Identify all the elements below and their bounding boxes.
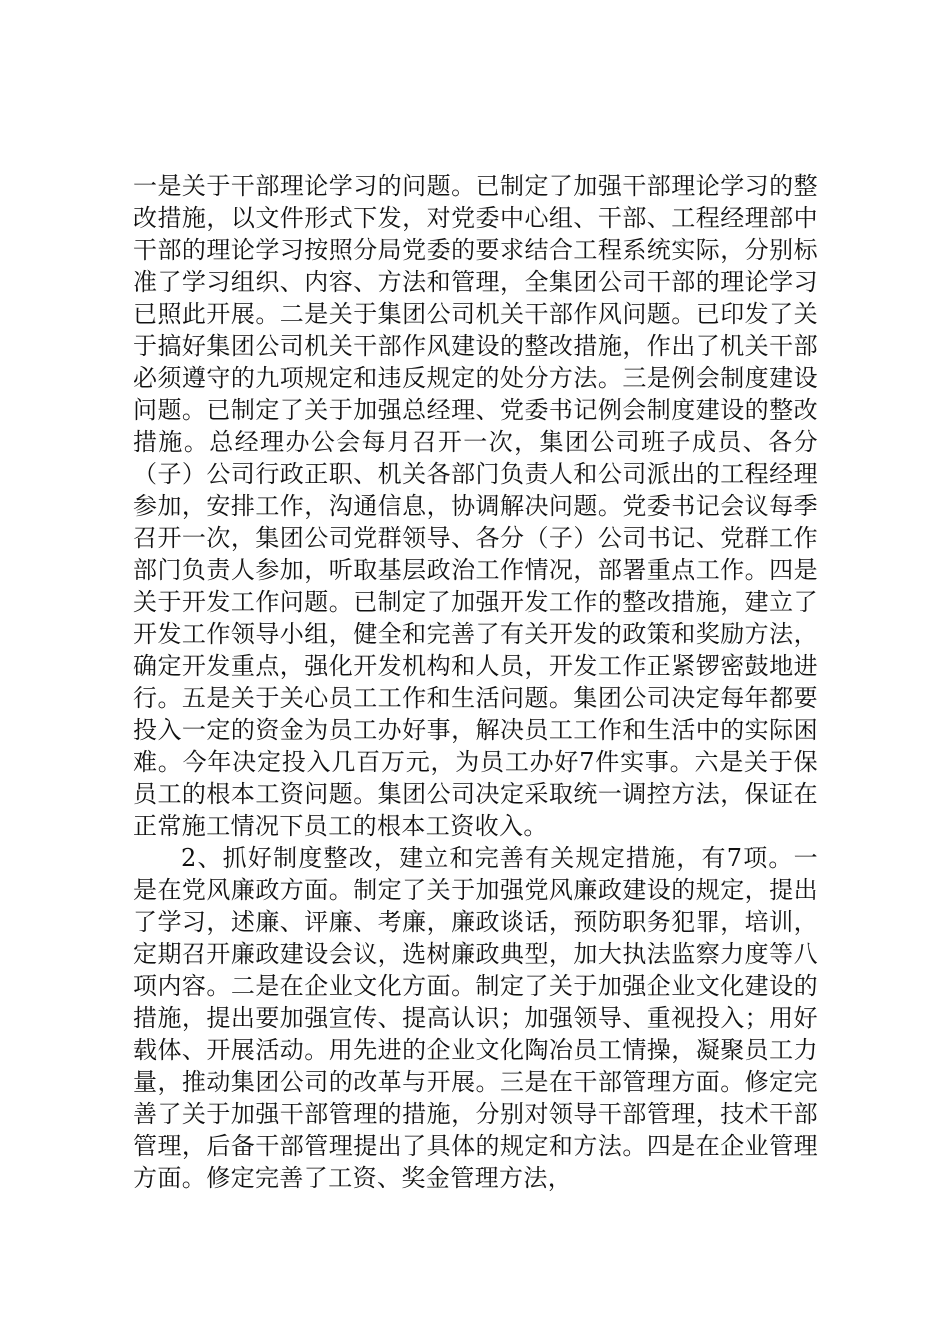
document-page <box>133 170 818 1194</box>
paragraph-system-rectification: 2、抓好制度整改，建立和完善有关规定措施，有7项。一是在党风廉政方面。制定了关于加强党风廉政建设的规定，提出了学习，述廉、评廉、考廉，廉政谈话，预防职务犯罪，培训，定期召开廉政建设会议，选树廉政典型，加大执法监察力度等八项内容。二是在企业文化方面。制定了关于加强企业文化建设的措施，提出要加强宣传、提高认识；加强领导、重视投入；用好载体、开展活动。用先进的企业文化陶冶员工情操，凝聚员工力量，推动集团公司的改革与开展。三是在干部管理方面。修定完善了关于加强干部管理的措施，分别对领导干部管理，技术干部管理，后备干部管理提出了具体的规定和方法。四是在企业管理方面。修定完善了工资、奖金管理方法， <box>133 844 818 1192</box>
paragraph-rectification-items: 一是关于干部理论学习的问题。已制定了加强干部理论学习的整改措施，以文件形式下发，对党委中心组、干部、工程经理部中干部的理论学习按照分局党委的要求结合工程系统实际，分别标准了学习组织、内容、方法和管理，全集团公司干部的理论学习已照此开展。二是关于集团公司机关干部作风问题。已印发了关于搞好集团公司机关干部作风建设的整改措施，作出了机关干部必须遵守的九项规定和违反规定的处分方法。三是例会制度建设问题。已制定了关于加强总经理、党委书记例会制度建设的整改措施。总经理办公会每月召开一次，集团公司班子成员、各分（子）公司行政正职、机关各部门负责人和公司派出的工程经理参加，安排工作，沟通信息，协调解决问题。党委书记会议每季召开一次，集团公司党群领导、各分（子）公司书记、党群工作部门负责人参加，听取基层政治工作情况，部署重点工作。四是关于开发工作问题。已制定了加强开发工作的整改措施，建立了开发工作领导小组，健全和完善了有关开发的政策和奖励方法，确定开发重点，强化开发机构和人员，开发工作正紧锣密鼓地进行。五是关于关心员工工作和生活问题。集团公司决定每年都要投入一定的资金为员工办好事，解决员工工作和生活中的实际困难。今年决定投入几百万元，为员工办好7件实事。六是关于保员工的根本工资问题。集团公司决定采取统一调控方法，保证在正常施工情况下员工的根本工资收入。 <box>133 172 818 840</box>
